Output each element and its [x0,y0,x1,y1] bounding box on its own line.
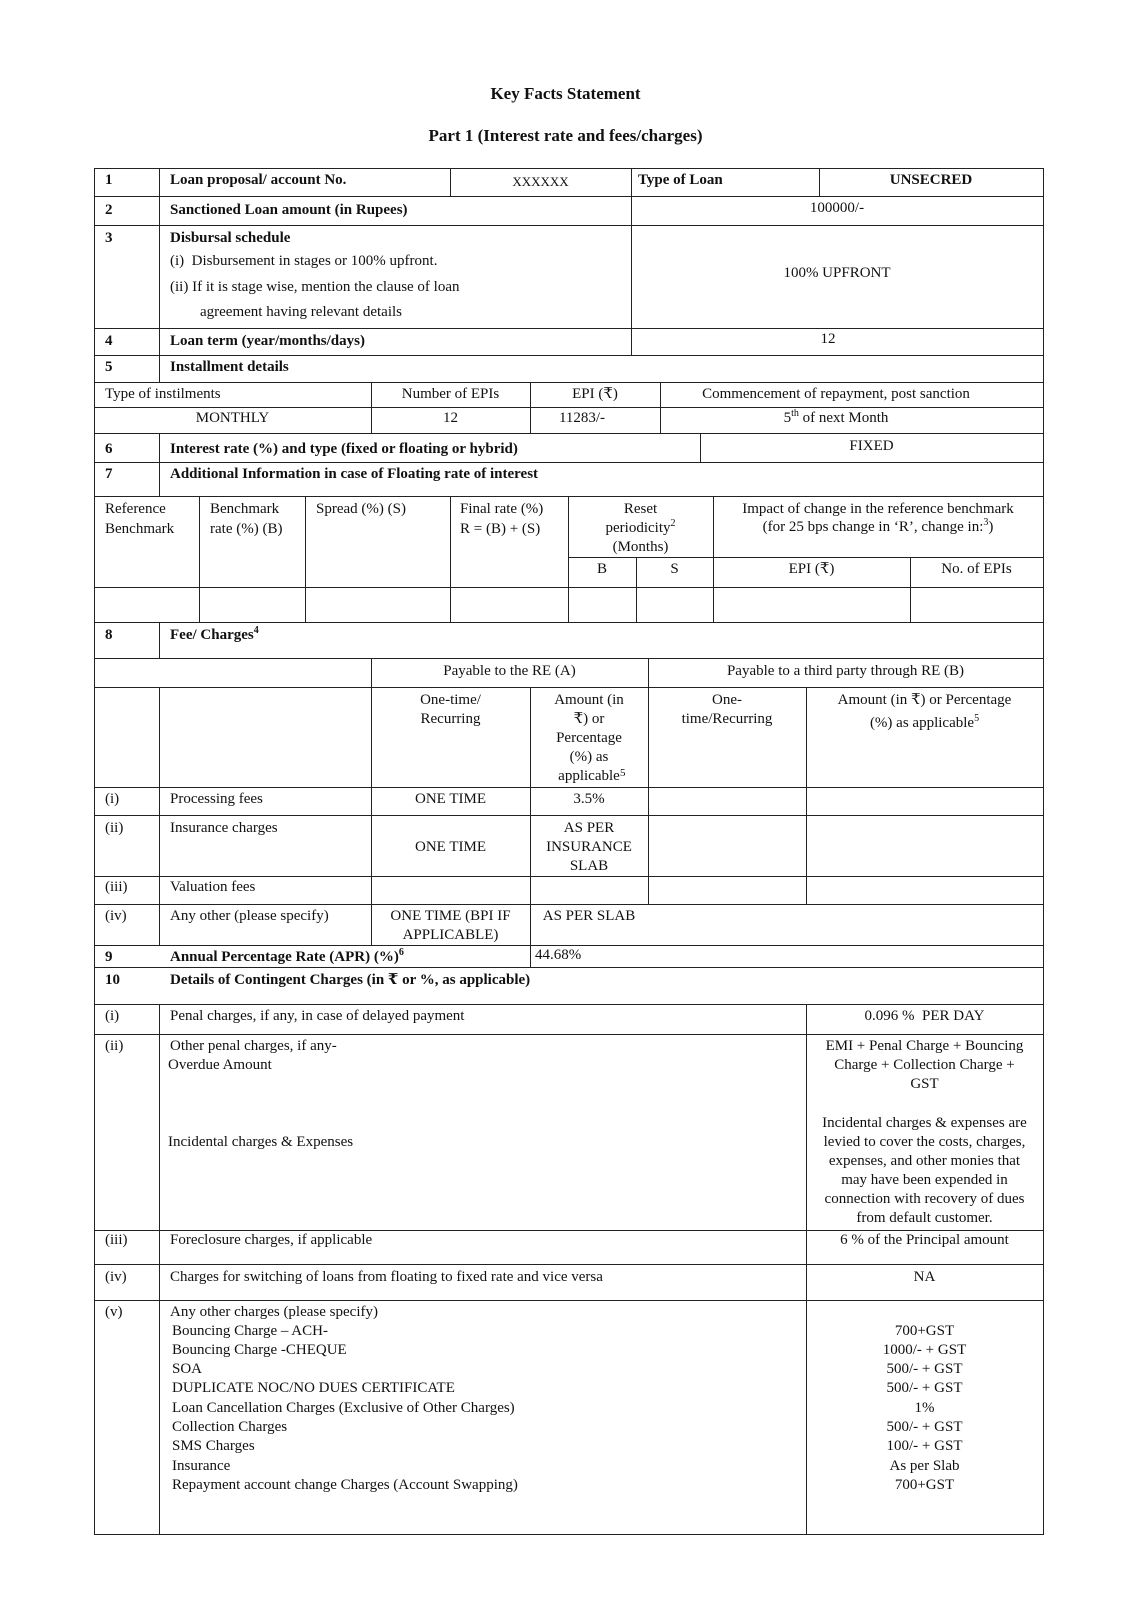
epi-amount-header: EPI (₹) [572,386,618,402]
other-charge-label: Collection Charges [172,1419,288,1435]
other-charge-value: 700+GST [894,1477,955,1493]
fee-item-label: Any other (please specify) [170,908,329,924]
other-charge-label: Repayment account change Charges (Account Swapping) [172,1477,518,1493]
loan-account-label: Loan proposal/ account No. [170,172,347,188]
contingent-item-sublabel: Incidental charges & Expenses [168,1134,354,1150]
commencement-value: 5th of next Month [783,408,889,426]
third-amount-header: Amount (in ₹) or Percentage [837,692,1012,708]
contingent-item-number: (iv) [105,1269,127,1285]
contingent-charges-label: Details of Contingent Charges (in ₹ or %, as applicable) [170,972,531,988]
row-number: 1 [105,172,113,188]
contingent-item-value: Incidental charges & expenses are levied to cover the costs, charges, expenses, and other monies that may have been expended in connection with recovery of dues from default customer. [822,1115,1027,1226]
contingent-item-label: Charges for switching of loans from floating to fixed rate and vice versa [170,1269,603,1285]
fee-item-amount: AS PER SLAB [542,908,636,924]
benchmark-rate-header: Benchmark [210,501,280,517]
impact-header: (for 25 bps change in ‘R’, change in:$^3$) [762,517,994,535]
fee-item-amount: AS PER INSURANCE SLAB [546,820,632,874]
other-charges-number: (v) [105,1304,123,1320]
fee-item-label: Processing fees [170,791,263,807]
fee-item-number: (ii) [105,820,124,836]
payable-re-header: Payable to the RE (A) [443,663,576,679]
fee-item-number: (i) [105,791,120,807]
loan-term-value: 12 [820,331,836,347]
contingent-item-value: EMI + Penal Charge + Bouncing Charge + Collection Charge + GST [825,1038,1024,1092]
contingent-item-label: Other penal charges, if any- [170,1038,337,1054]
loan-type-label: Type of Loan [638,172,723,188]
other-charges-heading: Any other charges (please specify) [170,1304,378,1320]
apr-value: 44.68% [535,947,582,963]
fee-item-number: (iii) [105,879,128,895]
sanctioned-amount-label: Sanctioned Loan amount (in Rupees) [170,202,408,218]
sanctioned-amount-value: 100000/- [809,200,865,216]
third-onetime-header: One- time/Recurring [681,692,773,727]
contingent-item-number: (iii) [105,1232,128,1248]
contingent-item-value: 6 % of the Principal amount [840,1232,1009,1248]
final-rate-header: R = (B) + (S) [460,521,541,537]
interest-rate-label: Interest rate (%) and type (fixed or floating or hybrid) [170,441,518,457]
contingent-item-value: NA [913,1269,936,1285]
other-charge-label: Insurance [172,1458,231,1474]
impact-header: Impact of change in the reference benchmark [742,501,1014,517]
contingent-item-label: Foreclosure charges, if applicable [170,1232,373,1248]
reset-s-header: S [670,561,679,577]
contingent-item-label: Penal charges, if any, in case of delayed payment [170,1008,465,1024]
reference-benchmark-header: Benchmark [105,521,175,537]
other-charge-value: 100/- + GST [886,1438,963,1454]
impact-epi-header: EPI (₹) [788,561,835,577]
benchmark-rate-header: rate (%) (B) [210,521,283,537]
floating-info-label: Additional Information in case of Floating rate of interest [170,466,539,482]
disbursal-value: 100% UPFRONT [783,265,891,281]
commencement-header: Commencement of repayment, post sanction [702,386,970,402]
other-charge-value: 700+GST [894,1323,955,1339]
disbursal-sub-item: agreement having relevant details [200,304,402,320]
reference-benchmark-header: Reference [105,501,166,517]
other-charge-label: Loan Cancellation Charges (Exclusive of Other Charges) [172,1400,515,1416]
installment-details-label: Installment details [170,359,289,375]
fee-item-label: Insurance charges [170,820,278,836]
row-number: 6 [105,441,113,457]
fee-charges-label: Fee/ Charges$^4$ [170,625,259,643]
amount-header-footnote: 5 [620,767,626,779]
row-number: 10 [105,972,120,988]
contingent-item-sublabel: Overdue Amount [168,1057,272,1073]
other-charge-label: SMS Charges [172,1438,255,1454]
loan-account-value: XXXXXX [512,174,569,189]
row-number: 3 [105,230,113,246]
document-subtitle: Part 1 (Interest rate and fees/charges) [428,126,703,145]
row-number: 2 [105,202,113,218]
installment-type-value: MONTHLY [195,410,270,426]
fee-item-onetime: ONE TIME [415,791,486,807]
row-number: 7 [105,466,113,482]
disbursal-schedule-label: Disbursal schedule [170,230,291,246]
reset-periodicity-header: periodicity$^2$ [605,518,676,536]
row-number: 9 [105,949,113,965]
row-number: 4 [105,333,113,349]
other-charge-value: As per Slab [889,1458,960,1474]
fee-item-onetime: ONE TIME [415,839,486,855]
amount-header: Amount (in ₹) or Percentage (%) as applicable [554,692,624,784]
loan-type-value: UNSECRED [889,172,973,188]
reset-b-header: B [596,561,607,577]
onetime-recurring-header: One-time/ Recurring [420,692,481,727]
payable-third-party-header: Payable to a third party through RE (B) [726,663,965,679]
other-charge-value: 1000/- + GST [882,1342,967,1358]
fee-item-number: (iv) [105,908,127,924]
contingent-item-number: (i) [105,1008,120,1024]
fee-item-onetime: ONE TIME (BPI IF APPLICABLE) [390,908,511,943]
third-amount-header: (%) as applicable$^5$ [869,713,980,731]
loan-term-label: Loan term (year/months/days) [170,333,365,349]
apr-label: Annual Percentage Rate (APR) (%)$^6$ [170,947,404,965]
row-number: 8 [105,627,113,643]
other-charge-value: 1% [914,1400,935,1416]
installment-type-header: Type of instilments [105,386,221,402]
epi-count-value: 12 [443,410,458,426]
spread-header: Spread (%) (S) [316,501,406,517]
other-charge-value: 500/- + GST [886,1361,963,1377]
row-number: 5 [105,359,113,375]
disbursal-sub-item: (ii) If it is stage wise, mention the clause of loan [170,279,460,295]
other-charge-label: Bouncing Charge – ACH- [172,1323,328,1339]
final-rate-header: Final rate (%) [460,501,544,517]
reset-periodicity-header: Reset [623,501,658,517]
fee-item-label: Valuation fees [170,879,256,895]
fee-item-amount: 3.5% [573,791,605,807]
reset-periodicity-header: (Months) [612,539,669,555]
contingent-item-value: 0.096 % PER DAY [864,1008,985,1024]
epi-amount-value: 11283/- [558,410,606,426]
epi-count-header: Number of EPIs [401,386,500,402]
other-charge-value: 500/- + GST [886,1419,963,1435]
document-title: Key Facts Statement [490,84,641,103]
interest-rate-value: FIXED [849,438,894,454]
other-charge-label: Bouncing Charge -CHEQUE [172,1342,347,1358]
impact-epi-count-header: No. of EPIs [941,561,1012,577]
contingent-item-number: (ii) [105,1038,124,1054]
other-charge-value: 500/- + GST [886,1380,963,1396]
other-charge-label: SOA [172,1361,203,1377]
other-charge-label: DUPLICATE NOC/NO DUES CERTIFICATE [172,1380,455,1396]
disbursal-sub-item: (i) Disbursement in stages or 100% upfront. [170,253,438,269]
